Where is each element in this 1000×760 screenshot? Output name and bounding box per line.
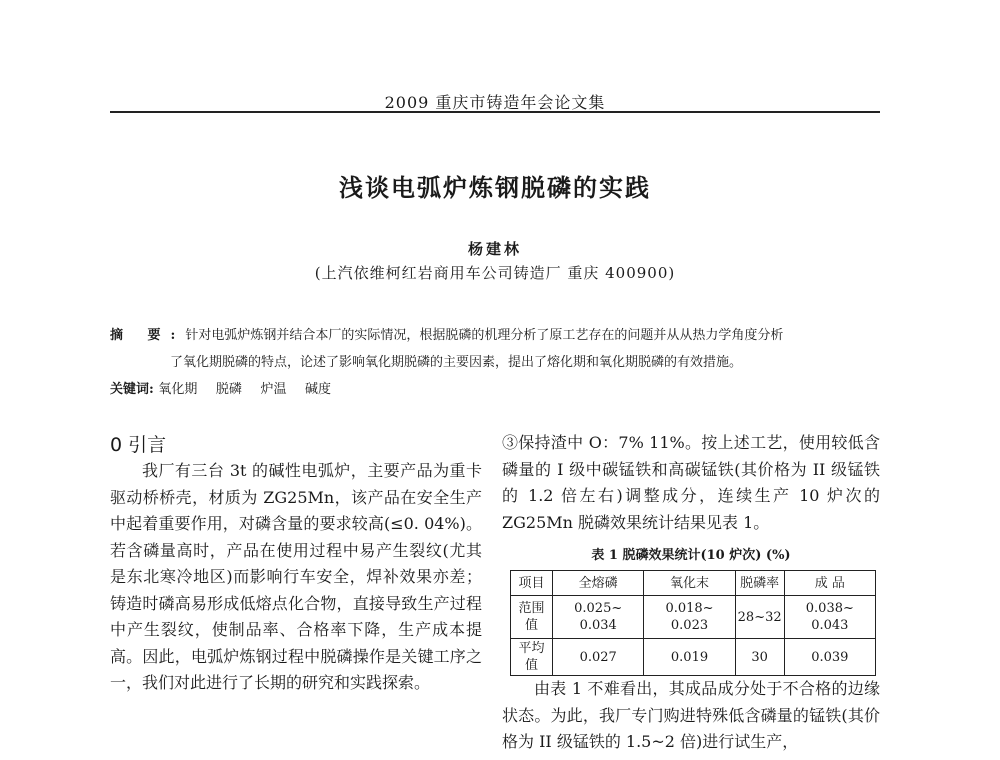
intro-paragraph: 我厂有三台 3t 的碱性电弧炉，主要产品为重卡驱动桥桥壳，材质为 ZG25Mn，该产品在安全生产中起着重要作用，对磷含量的要求较高(≤0. 04%)。若含磷量高时，产品在使用过程中易产生裂纹(尤其是东北寒冷地区)而影响行车安全，焊补效果亦差；铸造时磷高易形成低熔点化合物，直接导致生产过程中产生裂纹，使制品率、合格率下降，生产成本提高。因此，电弧炉炼钢过程中脱磷操作是关键工序之一，我们对此进行了长期的研究和实践探索。 bbox=[110, 461, 482, 692]
section-heading: 0 引言 bbox=[110, 434, 167, 456]
header-rule bbox=[110, 111, 880, 113]
results-table bbox=[510, 570, 876, 676]
paper-title: 浅谈电弧炉炼钢脱磷的实践 bbox=[339, 174, 651, 202]
abstract bbox=[110, 322, 890, 376]
keyword: 炉温 bbox=[260, 382, 287, 397]
table-header-cell: 全熔磷 bbox=[553, 571, 644, 596]
keyword: 碱度 bbox=[304, 382, 331, 397]
table-caption: 表 1 脱磷效果统计(10 炉次) (%) bbox=[591, 548, 791, 563]
table-header-cell: 氧化末 bbox=[644, 571, 735, 596]
table-cell: 0.039 bbox=[784, 639, 875, 676]
keywords-label: 关键词: bbox=[110, 382, 154, 397]
table-row-label: 平均值 bbox=[511, 639, 553, 676]
table-row bbox=[511, 639, 876, 676]
keyword: 脱磷 bbox=[215, 382, 242, 397]
affiliation: (上汽依维柯红岩商用车公司铸造厂 重庆 400900) bbox=[314, 264, 676, 282]
table-header-cell: 成 品 bbox=[784, 571, 875, 596]
table-header-cell: 项目 bbox=[511, 571, 553, 596]
right-column-top bbox=[502, 430, 880, 536]
table-cell: 28~32 bbox=[735, 596, 784, 639]
table-row-label: 范围值 bbox=[511, 596, 553, 639]
table-header-row bbox=[511, 571, 876, 596]
keyword: 氧化期 bbox=[158, 382, 198, 397]
table-cell: 0.038~ 0.043 bbox=[784, 596, 875, 639]
keywords bbox=[110, 378, 345, 397]
table-row bbox=[511, 596, 876, 639]
table-cell: 0.027 bbox=[553, 639, 644, 676]
right-column-bottom bbox=[502, 676, 880, 756]
discussion-paragraph: 由表 1 不难看出，其成品成分处于不合格的边缘状态。为此，我厂专门购进特殊低含磷量的锰铁(其价格为 II 级锰铁的 1.5~2 倍)进行试生产， bbox=[502, 679, 880, 751]
journal-header: 2009 重庆市铸造年会论文集 bbox=[384, 93, 606, 112]
abstract-label: 摘 要: bbox=[110, 328, 186, 343]
table-cell: 0.018~ 0.023 bbox=[644, 596, 735, 639]
method-paragraph: ③保持渣中 O：7% 11%。按上述工艺，使用较低含磷量的 I 级中碳锰铁和高碳锰铁(其价格为 II 级锰铁的 1.2 倍左右)调整成分，连续生产 10 炉次的 ZG25Mn 脱磷效果统计结果见表 1。 bbox=[502, 433, 880, 532]
table-cell: 30 bbox=[735, 639, 784, 676]
abstract-line-2: 了氧化期脱磷的特点，论述了影响氧化期脱磷的主要因素，提出了熔化期和氧化期脱磷的有效措施。 bbox=[170, 355, 743, 370]
table-header-cell: 脱磷率 bbox=[735, 571, 784, 596]
author: 杨建林 bbox=[467, 240, 522, 258]
table-cell: 0.019 bbox=[644, 639, 735, 676]
table-cell: 0.025~ 0.034 bbox=[553, 596, 644, 639]
abstract-line-1: 针对电弧炉炼钢并结合本厂的实际情况，根据脱磷的机理分析了原工艺存在的问题并从从热力学角度分析 bbox=[185, 328, 784, 343]
left-column bbox=[110, 458, 482, 697]
